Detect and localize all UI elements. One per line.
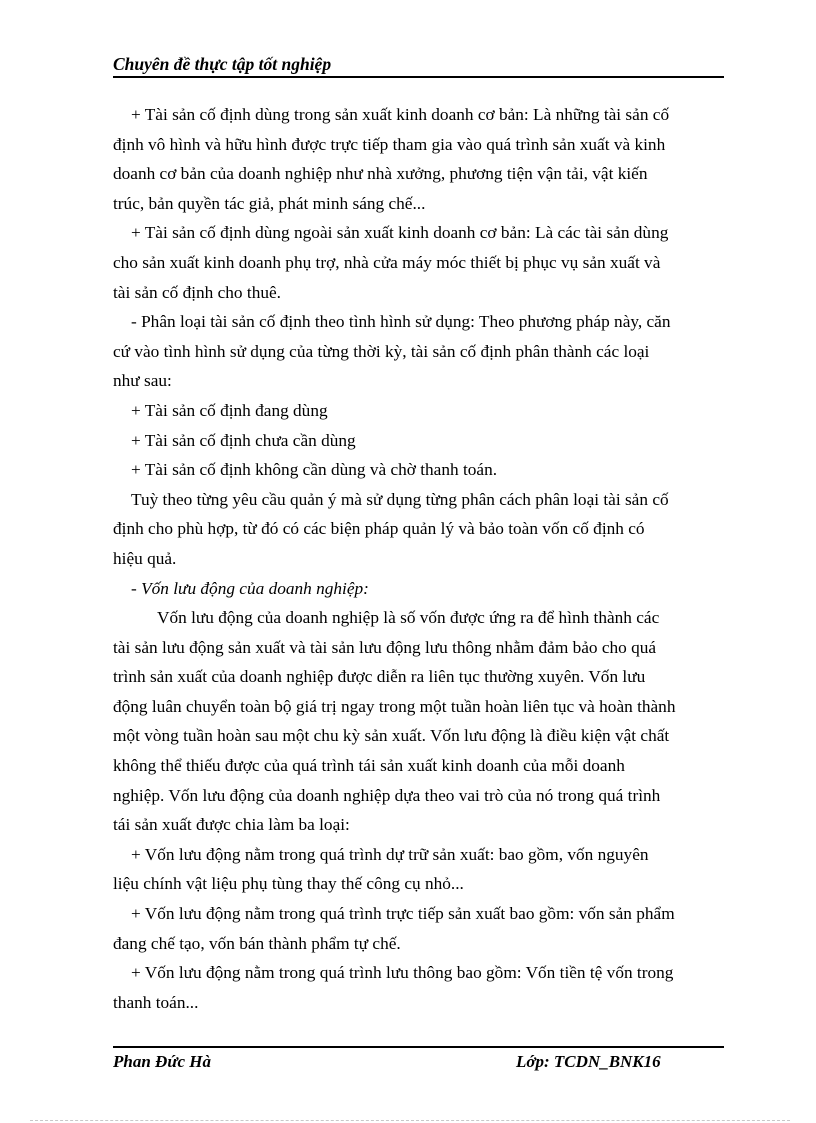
paragraph	[113, 958, 724, 1017]
text-line: + Vốn lưu động nằm trong quá trình dự trữ sản xuất: bao gồm, vốn nguyên	[131, 844, 649, 864]
paragraph	[113, 574, 724, 604]
text-line: - Phân loại tài sản cố định theo tình hình sử dụng: Theo phương pháp này, căn	[131, 312, 671, 332]
text-line: thanh toán...	[113, 992, 199, 1012]
text-line: tài sản lưu động sản xuất và tài sản lưu động lưu thông nhằm đảm bảo cho quá	[113, 637, 657, 657]
text-line: hiệu quả.	[113, 548, 177, 568]
text-line: + Tài sản cố định không cần dùng và chờ thanh toán.	[131, 460, 498, 480]
text-line: trúc, bản quyền tác giả, phát minh sáng chế...	[113, 193, 426, 213]
text-line: định cho phù hợp, từ đó có các biện pháp quản lý và bảo toàn vốn cố định có	[113, 519, 645, 539]
text-line: doanh cơ bản của doanh nghiệp như nhà xưởng, phương tiện vận tải, vật kiến	[113, 164, 648, 184]
text-line: Vốn lưu động của doanh nghiệp là số vốn được ứng ra để hình thành các	[157, 608, 660, 628]
text-line: như sau:	[113, 371, 172, 391]
text-line: định vô hình và hữu hình được trực tiếp tham gia vào quá trình sản xuất và kinh	[113, 134, 666, 154]
footer-divider	[113, 1046, 724, 1048]
text-line: một vòng tuần hoàn sau một chu kỳ sản xuất. Vốn lưu động là điều kiện vật chất	[113, 726, 670, 746]
text-line: - Vốn lưu động của doanh nghiệp:	[131, 578, 369, 598]
text-line: không thể thiếu được của quá trình tái sản xuất kinh doanh của mỗi doanh	[113, 756, 625, 776]
text-line: tài sản cố định cho thuê.	[113, 282, 281, 302]
text-line: cứ vào tình hình sử dụng của từng thời kỳ, tài sản cố định phân thành các loại	[113, 341, 650, 361]
text-line: + Vốn lưu động nằm trong quá trình lưu thông bao gồm: Vốn tiền tệ vốn trong	[131, 963, 674, 983]
text-line: trình sản xuất của doanh nghiệp được diễn ra liên tục thường xuyên. Vốn lưu	[113, 667, 646, 687]
paragraph	[113, 100, 724, 218]
paragraph	[113, 840, 724, 899]
paragraph	[113, 603, 724, 840]
document-body	[113, 100, 724, 1017]
text-line: động luân chuyển toàn bộ giá trị ngay trong một tuần hoàn liên tục và hoàn thành	[113, 696, 676, 716]
paragraph	[113, 396, 724, 426]
text-line: đang chế tạo, vốn bán thành phẩm tự chế.	[113, 933, 401, 953]
paragraph	[113, 485, 724, 574]
footer-author: Phan Đức Hà	[113, 1052, 212, 1071]
text-line: liệu chính vật liệu phụ tùng thay thế công cụ nhỏ...	[113, 874, 464, 894]
paragraph	[113, 218, 724, 307]
paragraph	[113, 455, 724, 485]
text-line: + Tài sản cố định chưa cần dùng	[131, 430, 356, 450]
paragraph	[113, 307, 724, 396]
paragraph	[113, 426, 724, 456]
page-header-title: Chuyên đề thực tập tốt nghiệp	[113, 54, 332, 74]
text-line: nghiệp. Vốn lưu động của doanh nghiệp dựa theo vai trò của nó trong quá trình	[113, 785, 661, 805]
text-line: Tuỳ theo từng yêu cầu quản ý mà sử dụng từng phân cách phân loại tài sản cố	[131, 489, 669, 509]
header-divider	[113, 76, 724, 78]
footer-class: Lớp: TCDN_BNK16	[516, 1052, 661, 1071]
text-line: tái sản xuất được chia làm ba loại:	[113, 815, 350, 835]
text-line: cho sản xuất kinh doanh phụ trợ, nhà cửa máy móc thiết bị phục vụ sản xuất và	[113, 252, 661, 272]
page-bottom-edge	[30, 1120, 790, 1121]
text-line: + Tài sản cố định dùng ngoài sản xuất kinh doanh cơ bản: Là các tài sản dùng	[131, 223, 669, 243]
paragraph	[113, 899, 724, 958]
text-line: + Tài sản cố định đang dùng	[131, 400, 328, 420]
text-line: + Vốn lưu động nằm trong quá trình trực tiếp sản xuất bao gồm: vốn sản phẩm	[131, 904, 675, 924]
text-line: + Tài sản cố định dùng trong sản xuất kinh doanh cơ bản: Là những tài sản cố	[131, 105, 670, 124]
